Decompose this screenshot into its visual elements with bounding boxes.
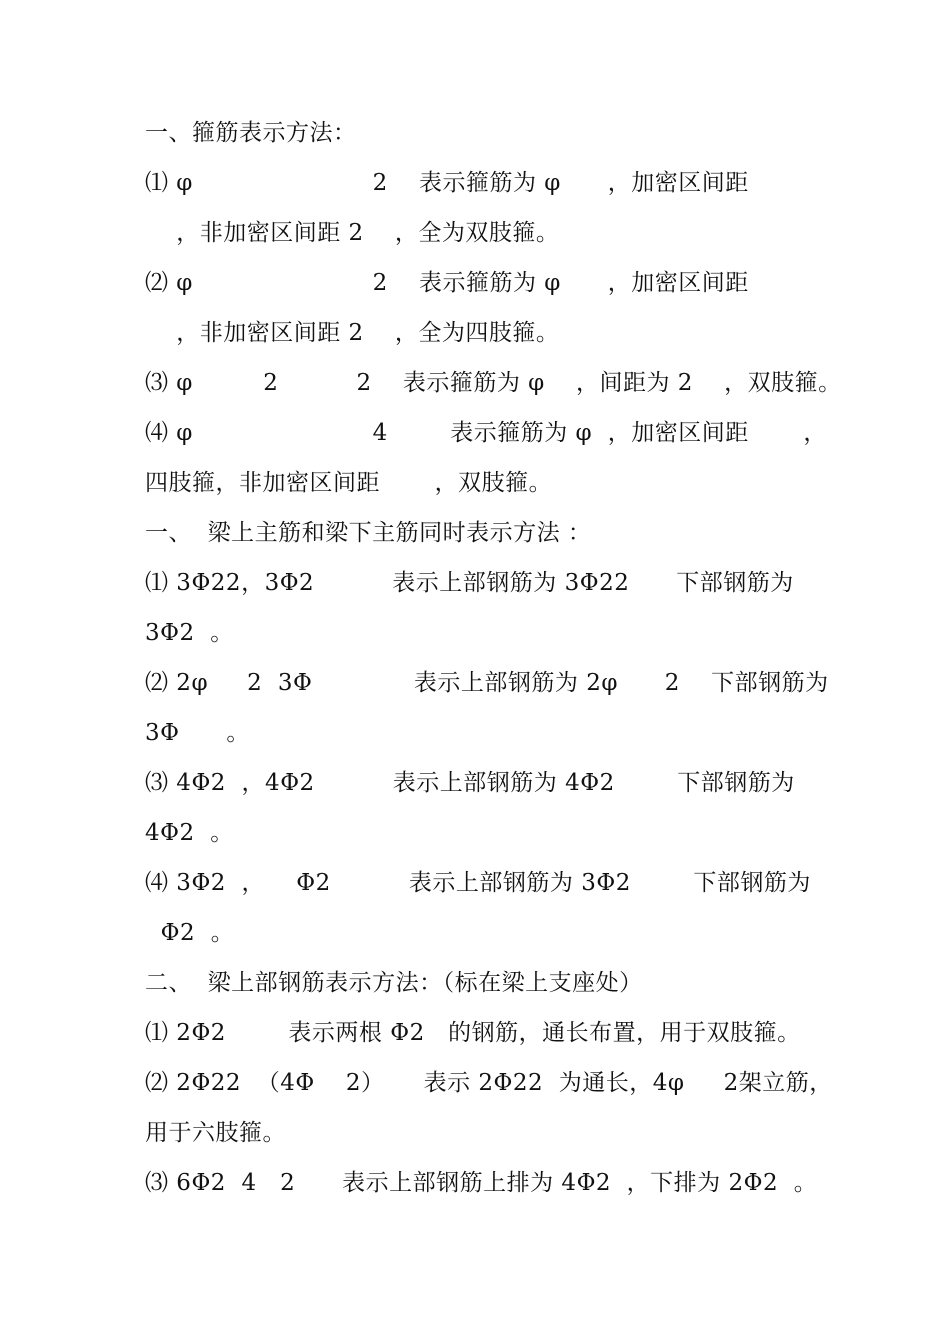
text-line: ⑶ φ 2 2 表示箍筋为 φ ，间距为 2 ，双肢箍。 xyxy=(145,370,842,396)
text-line: ，非加密区间距 2 ，全为双肢箍。 xyxy=(145,220,560,246)
text-line: ，非加密区间距 2 ，全为四肢箍。 xyxy=(145,320,560,346)
text-line: ⑷ φ 4 表示箍筋为 φ ，加密区间距 ， xyxy=(145,420,827,446)
text-line: ⑷ 3Φ2 ， Φ2 表示上部钢筋为 3Φ2 下部钢筋为 xyxy=(145,870,811,896)
text-line: 3Φ2 。 xyxy=(145,620,234,646)
section-heading-top-bars: 二、 梁上部钢筋表示方法：（标在梁上支座处） xyxy=(145,970,643,996)
text-line: ⑵ 2Φ22 （4Φ 2） 表示 2Φ22 为通长，4φ 2架立筋， xyxy=(145,1070,833,1096)
text-line: ⑵ 2φ 2 3Φ 表示上部钢筋为 2φ 2 下部钢筋为 xyxy=(145,670,829,696)
section-heading-stirrup: 一、箍筋表示方法： xyxy=(145,120,357,146)
text-line: ⑵ φ 2 表示箍筋为 φ ，加密区间距 xyxy=(145,270,749,296)
text-line: Φ2 。 xyxy=(145,920,235,946)
text-line: ⑴ φ 2 表示箍筋为 φ ，加密区间距 xyxy=(145,170,749,196)
text-line: ⑴ 3Φ22，3Φ2 表示上部钢筋为 3Φ22 下部钢筋为 xyxy=(145,570,794,596)
text-line: 四肢箍，非加密区间距 ，双肢箍。 xyxy=(145,470,553,496)
text-line: 3Φ 。 xyxy=(145,720,250,746)
text-line: ⑶ 6Φ2 4 2 表示上部钢筋上排为 4Φ2 ，下排为 2Φ2 。 xyxy=(145,1170,818,1196)
section-heading-main-bars: 一、 梁上主筋和梁下主筋同时表示方法 ： xyxy=(145,520,592,546)
text-line: ⑴ 2Φ2 表示两根 Φ2 的钢筋，通长布置，用于双肢箍。 xyxy=(145,1020,801,1046)
text-line: 用于六肢箍。 xyxy=(145,1120,286,1146)
text-line: ⑶ 4Φ2 ，4Φ2 表示上部钢筋为 4Φ2 下部钢筋为 xyxy=(145,770,795,796)
text-line: 4Φ2 。 xyxy=(145,820,234,846)
